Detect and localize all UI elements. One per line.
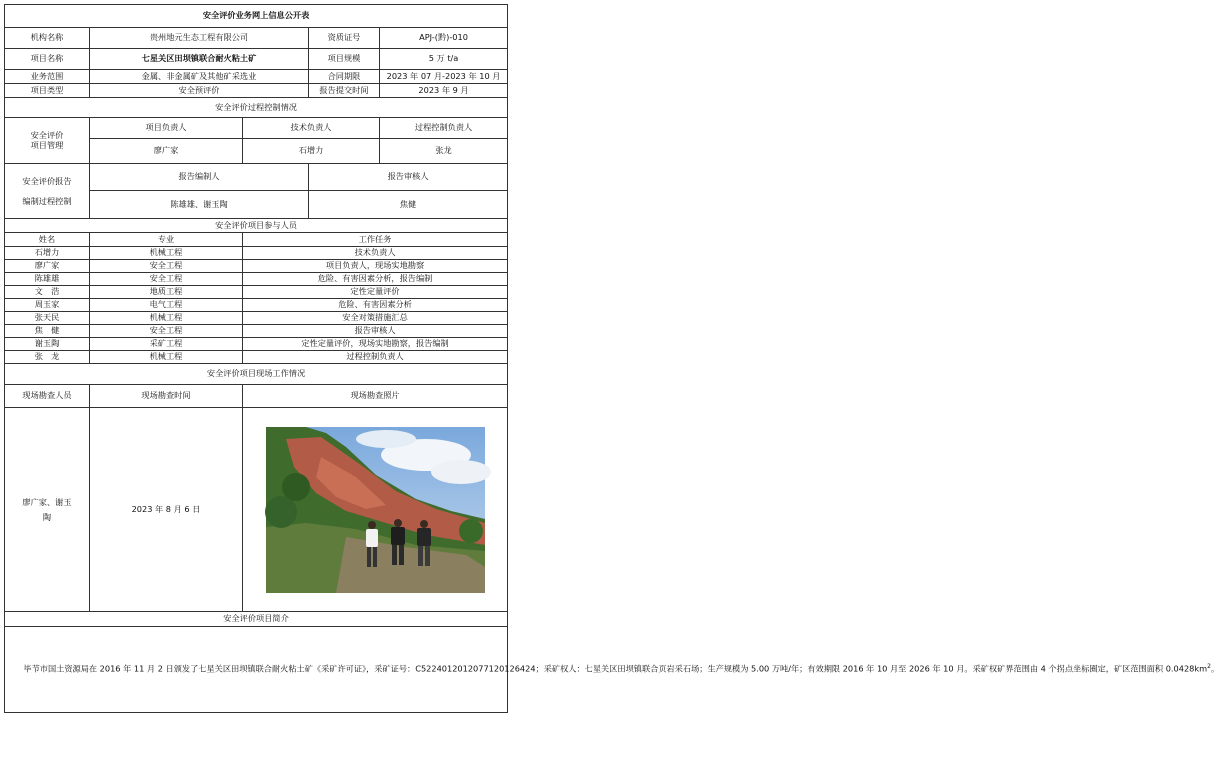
staff-major: 电气工程	[90, 299, 243, 312]
table-row	[5, 312, 508, 325]
report-control-label-line1: 安全评价报告	[22, 176, 72, 186]
staff-major: 机械工程	[90, 247, 243, 260]
project-leader-header: 项目负责人	[90, 118, 243, 139]
project-mgmt-label-line1: 安全评价	[30, 130, 64, 141]
staff-major: 安全工程	[90, 325, 243, 338]
scale-label: 项目规模	[309, 49, 380, 70]
surveyor-value-line2: 陶	[42, 511, 52, 522]
survey-photo-header: 现场勘查照片	[243, 385, 508, 408]
project-intro-text	[5, 627, 1219, 713]
project-mgmt-label	[5, 118, 90, 164]
staff-name: 周玉家	[5, 299, 90, 312]
cert-label: 资质证号	[309, 28, 380, 49]
report-control-label-line2: 编制过程控制	[22, 196, 72, 206]
project-leader-value: 廖广家	[90, 139, 243, 164]
tech-leader-header: 技术负责人	[243, 118, 380, 139]
surveyor-value-line1: 廖广家、谢玉	[22, 496, 72, 507]
survey-time-header: 现场勘查时间	[90, 385, 243, 408]
staff-major: 安全工程	[90, 273, 243, 286]
table-row	[5, 299, 508, 312]
staff-task: 定性定量评价，现场实地勘察，报告编制	[243, 338, 508, 351]
intro-paragraph: 毕节市国土资源局在 2016 年 11 月 2 日颁发了七星关区田坝镇联合耐火粘土矿《采矿许可证》，采矿证号：C5224012012077120126424；采矿权人：七星关区田坝镇联合页岩采石场；生产规模为 5.00 万吨/年；有效期限 2016 年 10 月至 2026 年 10 月。采矿权矿界范围由 4 个拐点坐标圈定，矿区范围面积 0.0428km	[23, 664, 1208, 675]
project-label: 项目名称	[5, 49, 90, 70]
staff-name: 廖广家	[5, 260, 90, 273]
site-photo-image	[266, 427, 485, 593]
surveyor-value	[5, 408, 90, 612]
report-reviewer-header: 报告审核人	[309, 164, 508, 191]
staff-major: 安全工程	[90, 260, 243, 273]
staff-major: 采矿工程	[90, 338, 243, 351]
disclosure-form-table	[4, 4, 1219, 713]
staff-name: 张天民	[5, 312, 90, 325]
report-control-label	[5, 164, 90, 219]
staff-name: 石增力	[5, 247, 90, 260]
staff-name: 焦 健	[5, 325, 90, 338]
staff-task: 报告审核人	[243, 325, 508, 338]
intro-end: 。	[1210, 664, 1219, 675]
staff-section-title: 安全评价项目参与人员	[5, 219, 508, 233]
staff-task: 过程控制负责人	[243, 351, 508, 364]
staff-task: 定性定量评价	[243, 286, 508, 299]
site-section-title: 安全评价项目现场工作情况	[5, 364, 508, 385]
report-author-value: 陈雄雄、谢玉陶	[90, 191, 309, 219]
report-author-header: 报告编制人	[90, 164, 309, 191]
scale-value: 5 万 t/a	[380, 49, 508, 70]
staff-name: 陈雄雄	[5, 273, 90, 286]
org-label: 机构名称	[5, 28, 90, 49]
staff-name: 文 浩	[5, 286, 90, 299]
control-leader-value: 张龙	[380, 139, 508, 164]
table-row	[5, 260, 508, 273]
staff-major: 机械工程	[90, 351, 243, 364]
staff-col-name: 姓名	[5, 233, 90, 247]
survey-time-value: 2023 年 8 月 6 日	[90, 408, 243, 612]
period-value: 2023 年 07 月-2023 年 10 月	[380, 70, 508, 84]
table-row	[5, 247, 508, 260]
form-title: 安全评价业务网上信息公开表	[5, 5, 508, 28]
surveyor-header: 现场勘查人员	[5, 385, 90, 408]
table-row	[5, 338, 508, 351]
report-time-value: 2023 年 9 月	[380, 84, 508, 98]
staff-task: 技术负责人	[243, 247, 508, 260]
table-row	[5, 286, 508, 299]
intro-section-title: 安全评价项目简介	[5, 612, 508, 627]
project-mgmt-label-line2: 项目管理	[30, 139, 64, 150]
staff-task: 危险、有害因素分析，报告编制	[243, 273, 508, 286]
report-time-label: 报告提交时间	[309, 84, 380, 98]
staff-name: 谢玉陶	[5, 338, 90, 351]
staff-col-major: 专业	[90, 233, 243, 247]
staff-major: 机械工程	[90, 312, 243, 325]
staff-task: 项目负责人，现场实地勘察	[243, 260, 508, 273]
site-survey-photo	[266, 427, 485, 593]
staff-major: 地质工程	[90, 286, 243, 299]
staff-col-task: 工作任务	[243, 233, 508, 247]
type-value: 安全预评价	[90, 84, 309, 98]
period-label: 合同期限	[309, 70, 380, 84]
tech-leader-value: 石增力	[243, 139, 380, 164]
control-leader-header: 过程控制负责人	[380, 118, 508, 139]
type-label: 项目类型	[5, 84, 90, 98]
table-row	[5, 325, 508, 338]
table-row	[5, 351, 508, 364]
project-value: 七星关区田坝镇联合耐火粘土矿	[90, 49, 309, 70]
org-value: 贵州地元生态工程有限公司	[90, 28, 309, 49]
scope-value: 金属、非金属矿及其他矿采选业	[90, 70, 309, 84]
table-row	[5, 273, 508, 286]
intro-unit-superscript: 2	[1207, 663, 1211, 671]
staff-task: 安全对策措施汇总	[243, 312, 508, 325]
process-section-title: 安全评价过程控制情况	[5, 98, 508, 118]
cert-value: APJ-(黔)-010	[380, 28, 508, 49]
staff-task: 危险、有害因素分析	[243, 299, 508, 312]
staff-name: 张 龙	[5, 351, 90, 364]
report-reviewer-value: 焦健	[309, 191, 508, 219]
scope-label: 业务范围	[5, 70, 90, 84]
survey-photo-cell	[243, 408, 508, 612]
